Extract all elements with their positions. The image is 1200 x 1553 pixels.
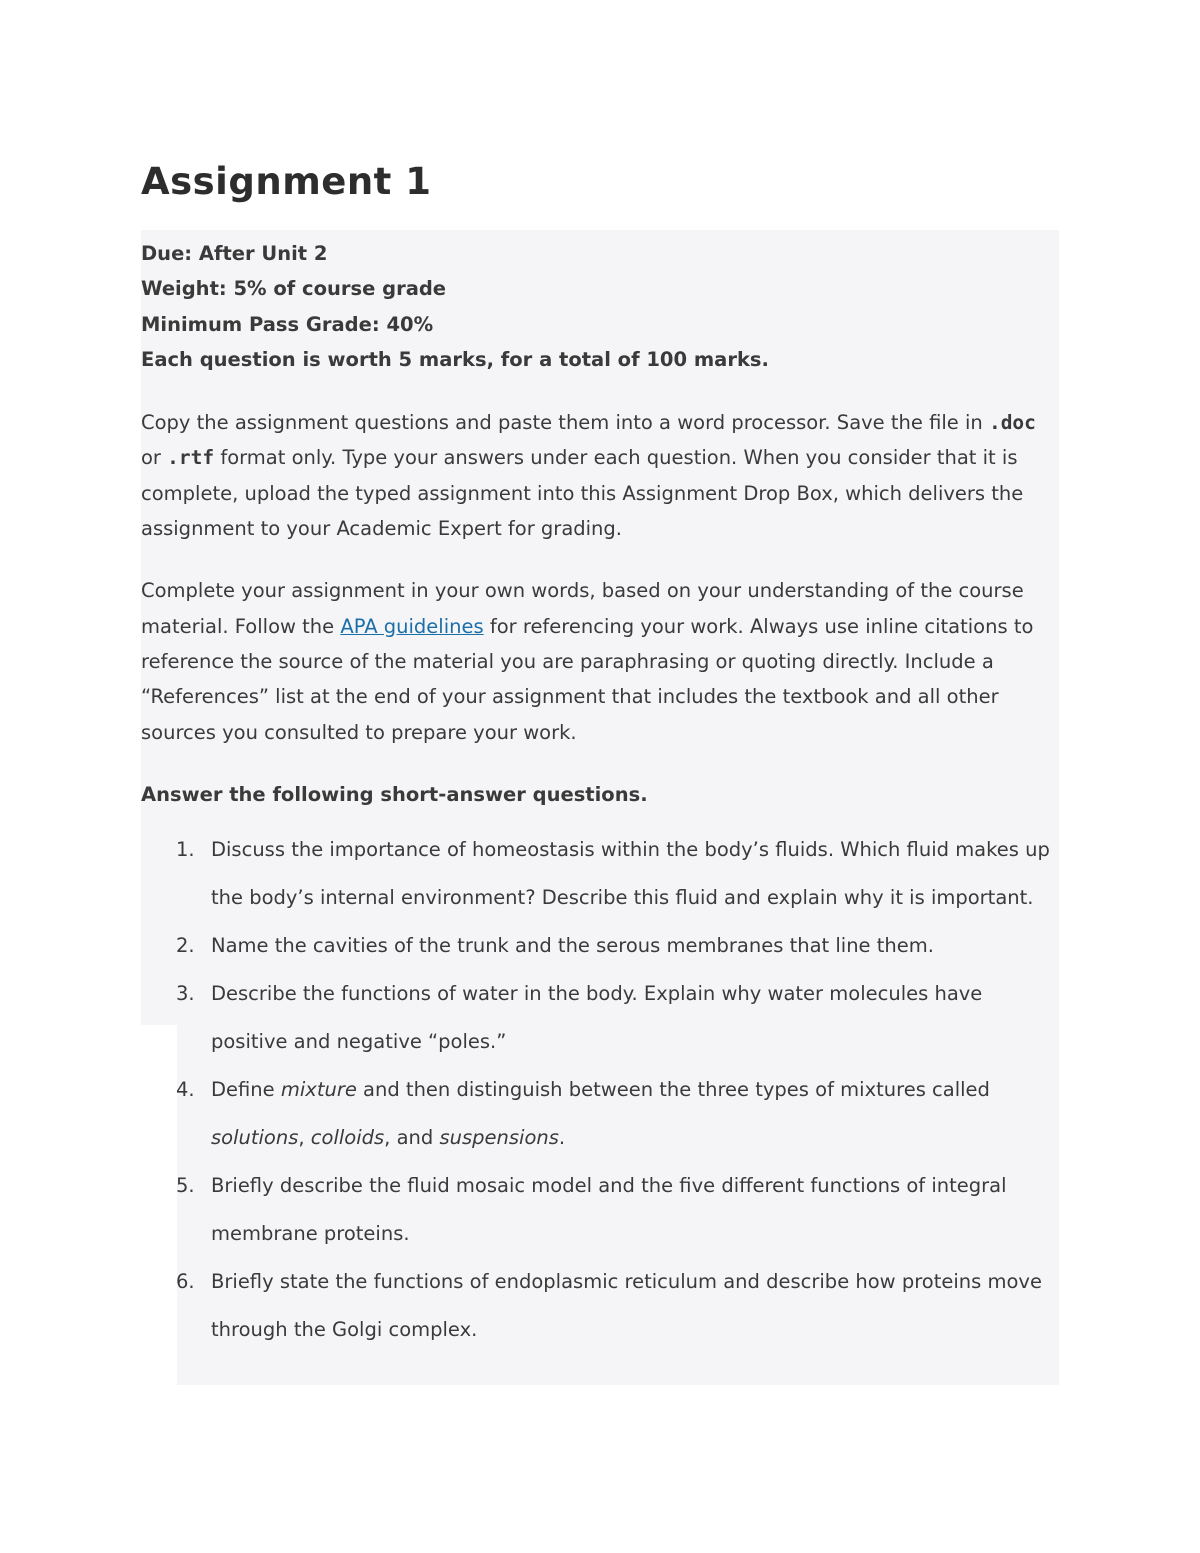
min-pass-line: Minimum Pass Grade: 40% [141, 312, 434, 336]
instructions-text-3: format only. Type your answers under each question. When you consider that it is complete, upload the typed assignment into this Assignment Drop Box, which delivers the assignment to your Academic Expert for grading. [141, 446, 1024, 541]
question-text: Briefly describe the fluid mosaic model and the five different functions of integral membrane proteins. [211, 1174, 1007, 1246]
question-number: 2. [176, 934, 195, 958]
term-suspensions: suspensions [439, 1126, 559, 1150]
question-text: Briefly state the functions of endoplasmic reticulum and describe how proteins move through the Golgi complex. [211, 1270, 1042, 1342]
list-item [176, 1066, 1059, 1162]
instructions-text-1: Copy the assignment questions and paste them into a word processor. Save the file in [141, 411, 989, 435]
list-item [176, 1258, 1059, 1354]
questions-heading: Answer the following short-answer questions. [141, 782, 648, 806]
list-item [176, 922, 1059, 970]
question-number: 3. [176, 982, 195, 1006]
marks-line: Each question is worth 5 marks, for a total of 100 marks. [141, 347, 769, 371]
question-text: Discuss the importance of homeostasis within the body’s fluids. Which fluid makes up the body’s internal environment? Describe this fluid and explain why it is important. [211, 838, 1050, 910]
page-title: Assignment 1 [141, 160, 432, 203]
instructions-paragraph [141, 405, 1059, 546]
assignment-content [141, 236, 1059, 1354]
question-number: 6. [176, 1270, 195, 1294]
list-item [176, 970, 1059, 1066]
question-text-part: , and [384, 1126, 440, 1150]
due-line: Due: After Unit 2 [141, 242, 328, 265]
question-text-part: , [298, 1126, 311, 1150]
instructions-text-2: or [141, 446, 168, 470]
question-number: 4. [176, 1078, 195, 1102]
question-number: 1. [176, 838, 195, 862]
doc-format: .doc [988, 411, 1036, 435]
citation-text-2: for referencing your work. Always use inline citations to reference the source of the material you are paraphrasing or quoting directly. Include a “References” list at the end of your assignment that includes the textbook and all other sources you consulted to prepare your work. [141, 614, 1034, 744]
weight-line: Weight: 5% of course grade [141, 277, 447, 301]
term-mixture: mixture [280, 1078, 357, 1102]
citation-text-1: Complete your assignment in your own words, based on your understanding of the course material. Follow the [141, 579, 1024, 638]
citation-paragraph [141, 573, 1059, 749]
questions-list [141, 826, 1059, 1354]
question-text-part: and then distinguish between the three types of mixtures called [356, 1078, 990, 1102]
list-item [176, 1162, 1059, 1258]
question-text-part: . [558, 1126, 566, 1150]
question-text-part: Define [211, 1078, 281, 1102]
apa-guidelines-link[interactable]: APA guidelines [340, 614, 484, 638]
list-item [176, 826, 1059, 922]
term-solutions: solutions [211, 1126, 299, 1150]
rtf-format: .rtf [167, 446, 215, 470]
term-colloids: colloids [310, 1126, 385, 1150]
question-text: Name the cavities of the trunk and the serous membranes that line them. [211, 934, 934, 958]
question-number: 5. [176, 1174, 195, 1198]
question-text: Describe the functions of water in the body. Explain why water molecules have positive and negative “poles.” [211, 982, 983, 1054]
